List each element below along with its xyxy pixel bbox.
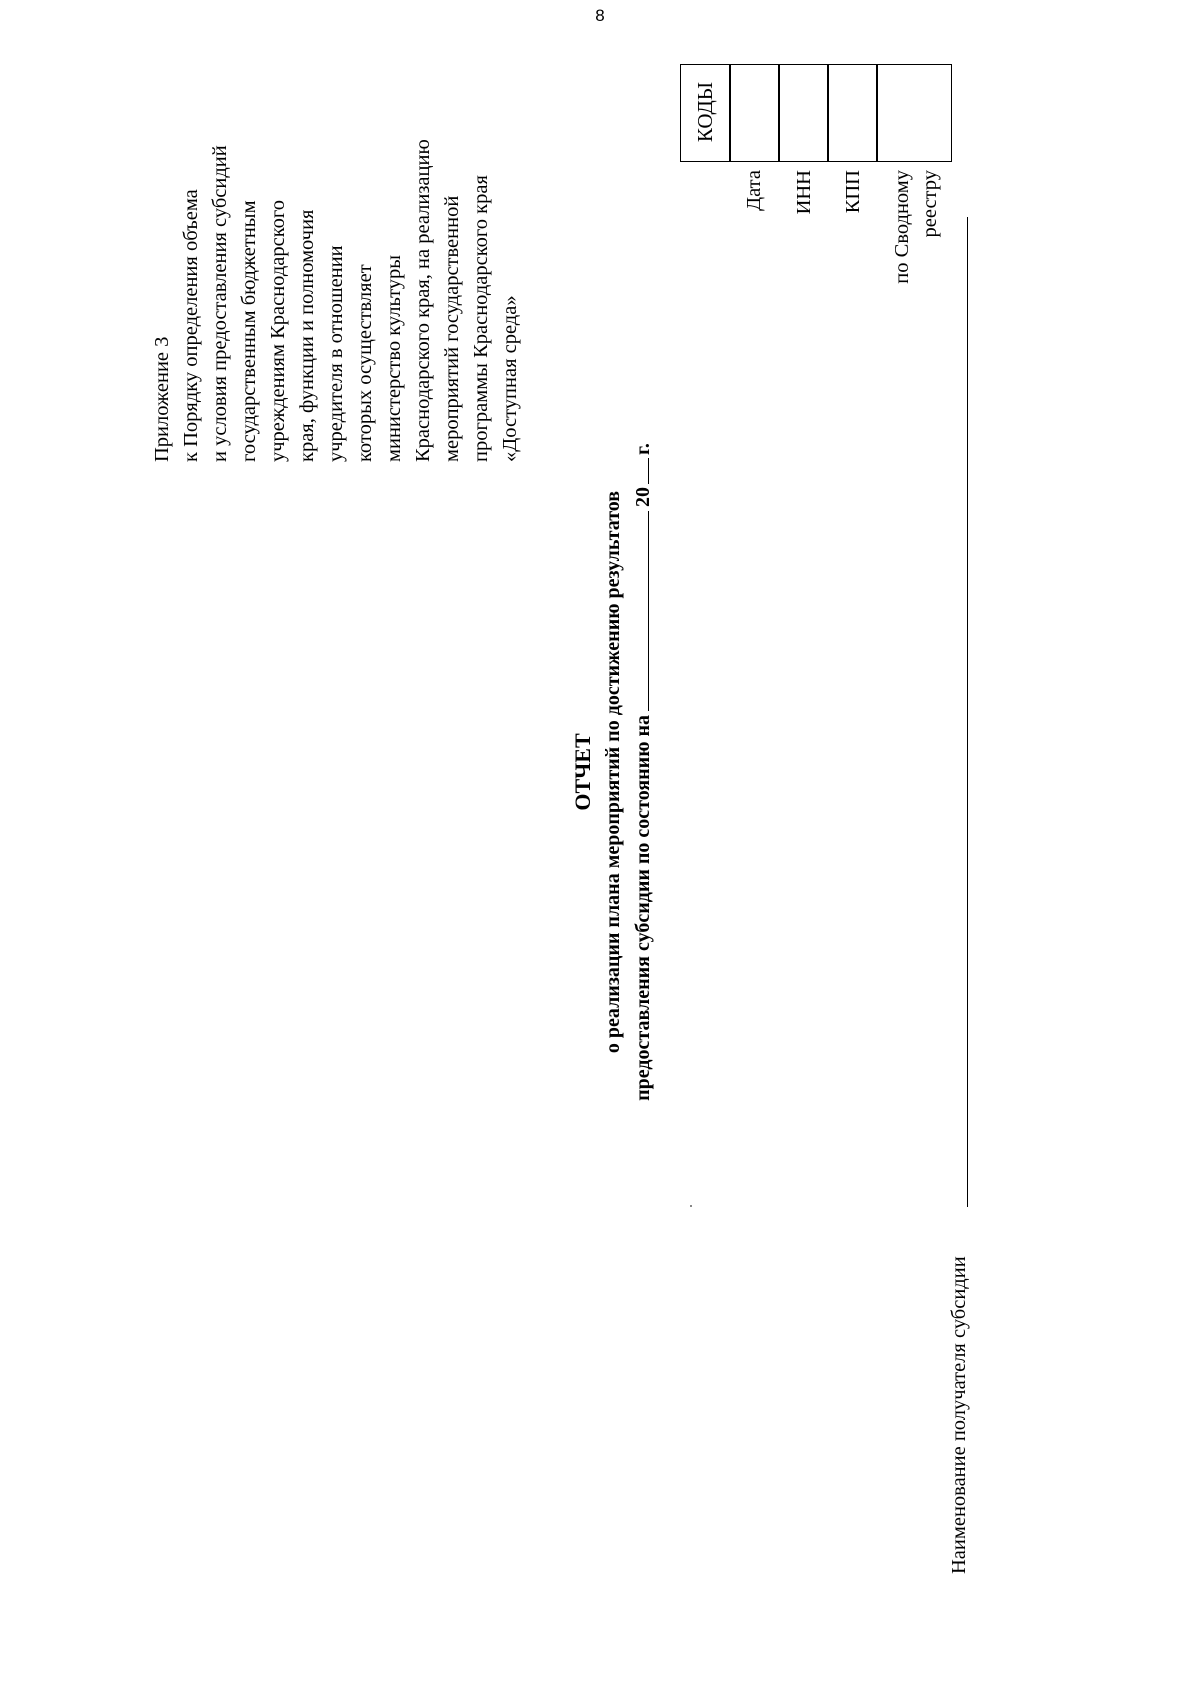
appendix-line: которых осуществляет [354,264,376,462]
report-date-prefix: предоставления субсидии по состоянию на [632,714,654,1101]
appendix-line: мероприятий государственной [441,195,463,462]
appendix-line: «Доступная среда» [499,295,521,462]
codes-header: КОДЫ [692,81,717,143]
appendix-line: и условия предоставления субсидий [209,145,231,462]
appendix-line: министерство культуры [383,254,405,462]
registry-label-line2: реестру [919,170,941,238]
report-subtitle-line1: о реализации плана мероприятий по достижению результатов [602,490,624,1054]
recipient-label: Наименование получателя субсидии [948,1256,970,1574]
kpp-label: КПП [842,170,864,214]
appendix-line: государственным бюджетным [238,200,260,462]
date-label: Дата [743,170,765,211]
report-subtitle-line2 [628,362,658,1182]
kpp-code-cell[interactable] [827,64,878,162]
report-date-blank[interactable] [629,511,649,711]
appendix-line: Краснодарского края, на реализацию [412,139,434,462]
appendix-line: учреждениям Краснодарского [267,199,289,462]
inn-label: ИНН [793,170,815,215]
report-heading: ОТЧЕТ [570,733,595,811]
registry-code-cell[interactable] [876,64,952,162]
recipient-name-field[interactable] [967,217,968,1207]
appendix-line: края, функции и полномочия [296,209,318,462]
inn-code-cell[interactable] [778,64,829,162]
appendix-line: программы Краснодарского края [470,175,492,462]
appendix-line: к Порядку определения объема [180,189,202,462]
scan-speck [690,1205,692,1207]
report-title [568,362,658,1182]
appendix-line: учредителя в отношении [325,245,347,462]
registry-label-line1: по Сводному [891,170,913,284]
page-number: 8 [595,6,605,25]
date-code-cell[interactable] [729,64,780,162]
appendix-line: Приложение 3 [151,336,173,462]
report-year-prefix: 20 [632,486,654,507]
appendix-note [148,139,525,462]
report-year-suffix: г. [632,443,654,455]
report-year-blank[interactable] [629,458,649,484]
